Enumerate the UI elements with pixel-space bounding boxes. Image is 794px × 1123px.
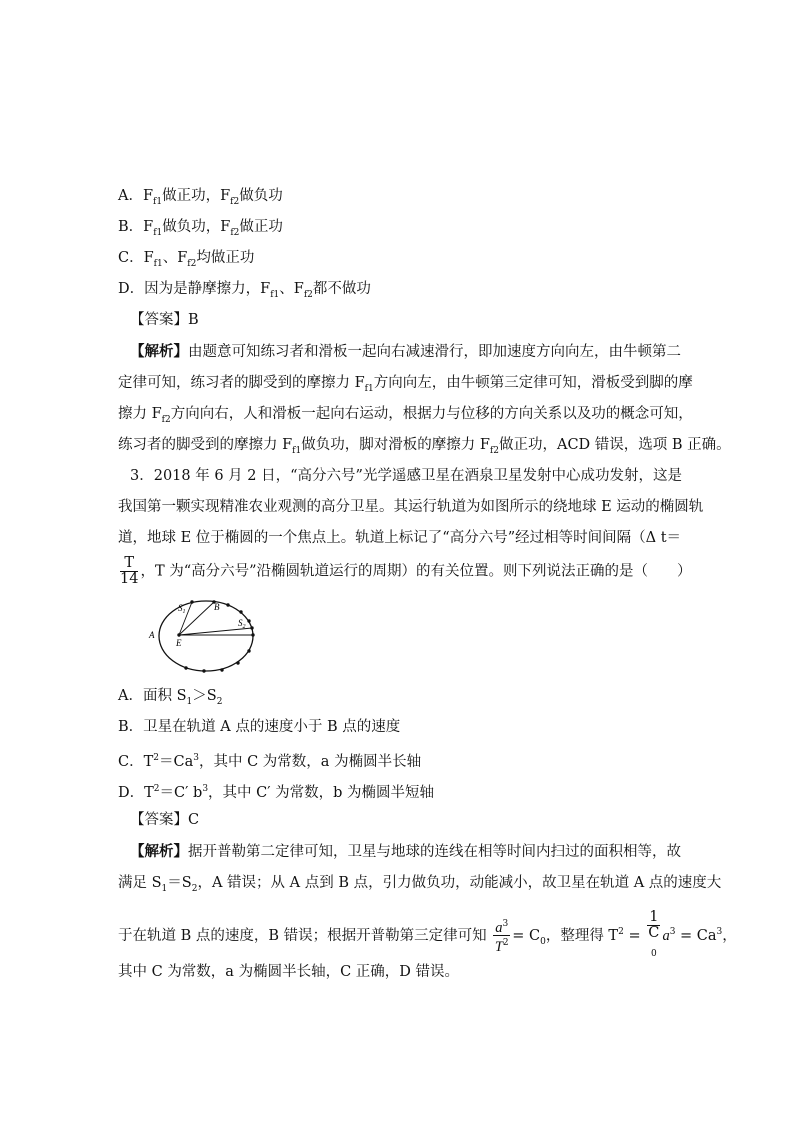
question-3-line4: $\frac{T}{14}$ ，T 为“高分六号”沿椭圆轨道运行的周期）的有关位置。则下列说法正确的是（ ） (120, 555, 692, 587)
orbit-diagram (146, 596, 261, 676)
label-a: A (149, 630, 155, 640)
option-c-q3: C．$T^2=Ca^3$，其中 C 为常数，a 为椭圆半长轴 (118, 753, 422, 770)
question-3-line1: 3．2018 年 6 月 2 日，“高分六号”光学遥感卫星在酒泉卫星发射中心成功发射，这是 (130, 468, 682, 484)
explanation-q2-line4: 练习者的脚受到的摩擦力 $F_{f1}$做负功，脚对滑板的摩擦力 $F_{f2}$做正功，ACD 错误，选项 B 正确。 (118, 437, 731, 456)
explanation-q2-line3: 擦力 $F_{f2}$方向向右，人和滑板一起向右运动，根据力与位移的方向关系以及功的概念可知， (118, 406, 693, 425)
option-c: C．$F_{f1}$、$F_{f2}$均做正功 (118, 250, 255, 269)
radius-line-3 (179, 628, 252, 635)
question-3-line2: 我国第一颗实现精准农业观测的高分卫星。其运行轨道为如图所示的绕地球 E 运动的椭圆轨 (118, 499, 704, 515)
option-d: D．因为是静摩擦力，$F_{f1}$、$F_{f2}$都不做功 (118, 281, 371, 300)
explanation-q3-line3: 于在轨道 B 点的速度，B 错误；根据开普勒第三定律可知 $\frac{a^3}{T^2}$ = $C_0$，整理得 $T^2$ = 1 C $_0$ $a^3 = Ca^3$， (118, 910, 737, 962)
label-e: E (176, 638, 182, 648)
explanation-q3-line4: 其中 C 为常数，a 为椭圆半长轴，C 正确，D 错误。 (118, 964, 460, 980)
label-b: B (214, 602, 220, 612)
fraction-t-over-14: $\frac{T}{14}$ (120, 555, 139, 587)
option-a: A．$F_{f1}$做正功，$F_{f2}$做负功 (118, 188, 283, 207)
explanation-q3-line2: 满足 $S_1=S_2$，A 错误；从 A 点到 B 点，引力做负功，动能减小，故卫星在轨道 A 点的速度大 (118, 875, 722, 894)
question-3-line3: 道，地球 E 位于椭圆的一个焦点上。轨道上标记了“高分六号”经过相等时间间隔（Δ t＝ (118, 530, 682, 546)
option-b-q3: B．卫星在轨道 A 点的速度小于 B 点的速度 (118, 719, 401, 735)
option-b: B．$F_{f1}$做负功，$F_{f2}$做正功 (118, 219, 283, 238)
option-a-q3: A．面积 $S_1>S_2$ (118, 688, 223, 707)
answer-q2: 【答案】B (130, 312, 199, 328)
label-s2: $S_2$ (238, 618, 246, 630)
orbit-ellipse (159, 601, 253, 671)
fraction-a3-over-t2: $\frac{a^3}{T^2}$ (494, 918, 509, 956)
explanation-q2-line2: 定律可知，练习者的脚受到的摩擦力 $F_{f1}$方向向左，由牛顿第三定律可知，滑板受到脚的摩 (118, 375, 693, 394)
label-s1: $S_1$ (178, 603, 186, 615)
radius-line-2 (179, 602, 214, 635)
explanation-q2-line1: 【解析】由题意可知练习者和滑板一起向右减速滑行，即加速度方向向左，由牛顿第二 (130, 343, 681, 360)
explanation-q3-line1: 【解析】据开普勒第二定律可知，卫星与地球的连线在相等时间内扫过的面积相等，故 (130, 843, 681, 860)
answer-q3: 【答案】C (130, 812, 200, 828)
option-d-q3: D．$T^2=C'$ $b^3$，其中 C′ 为常数，b 为椭圆半短轴 (118, 784, 435, 801)
fraction-1-over-c0: 1 C $_0$ (648, 909, 660, 959)
